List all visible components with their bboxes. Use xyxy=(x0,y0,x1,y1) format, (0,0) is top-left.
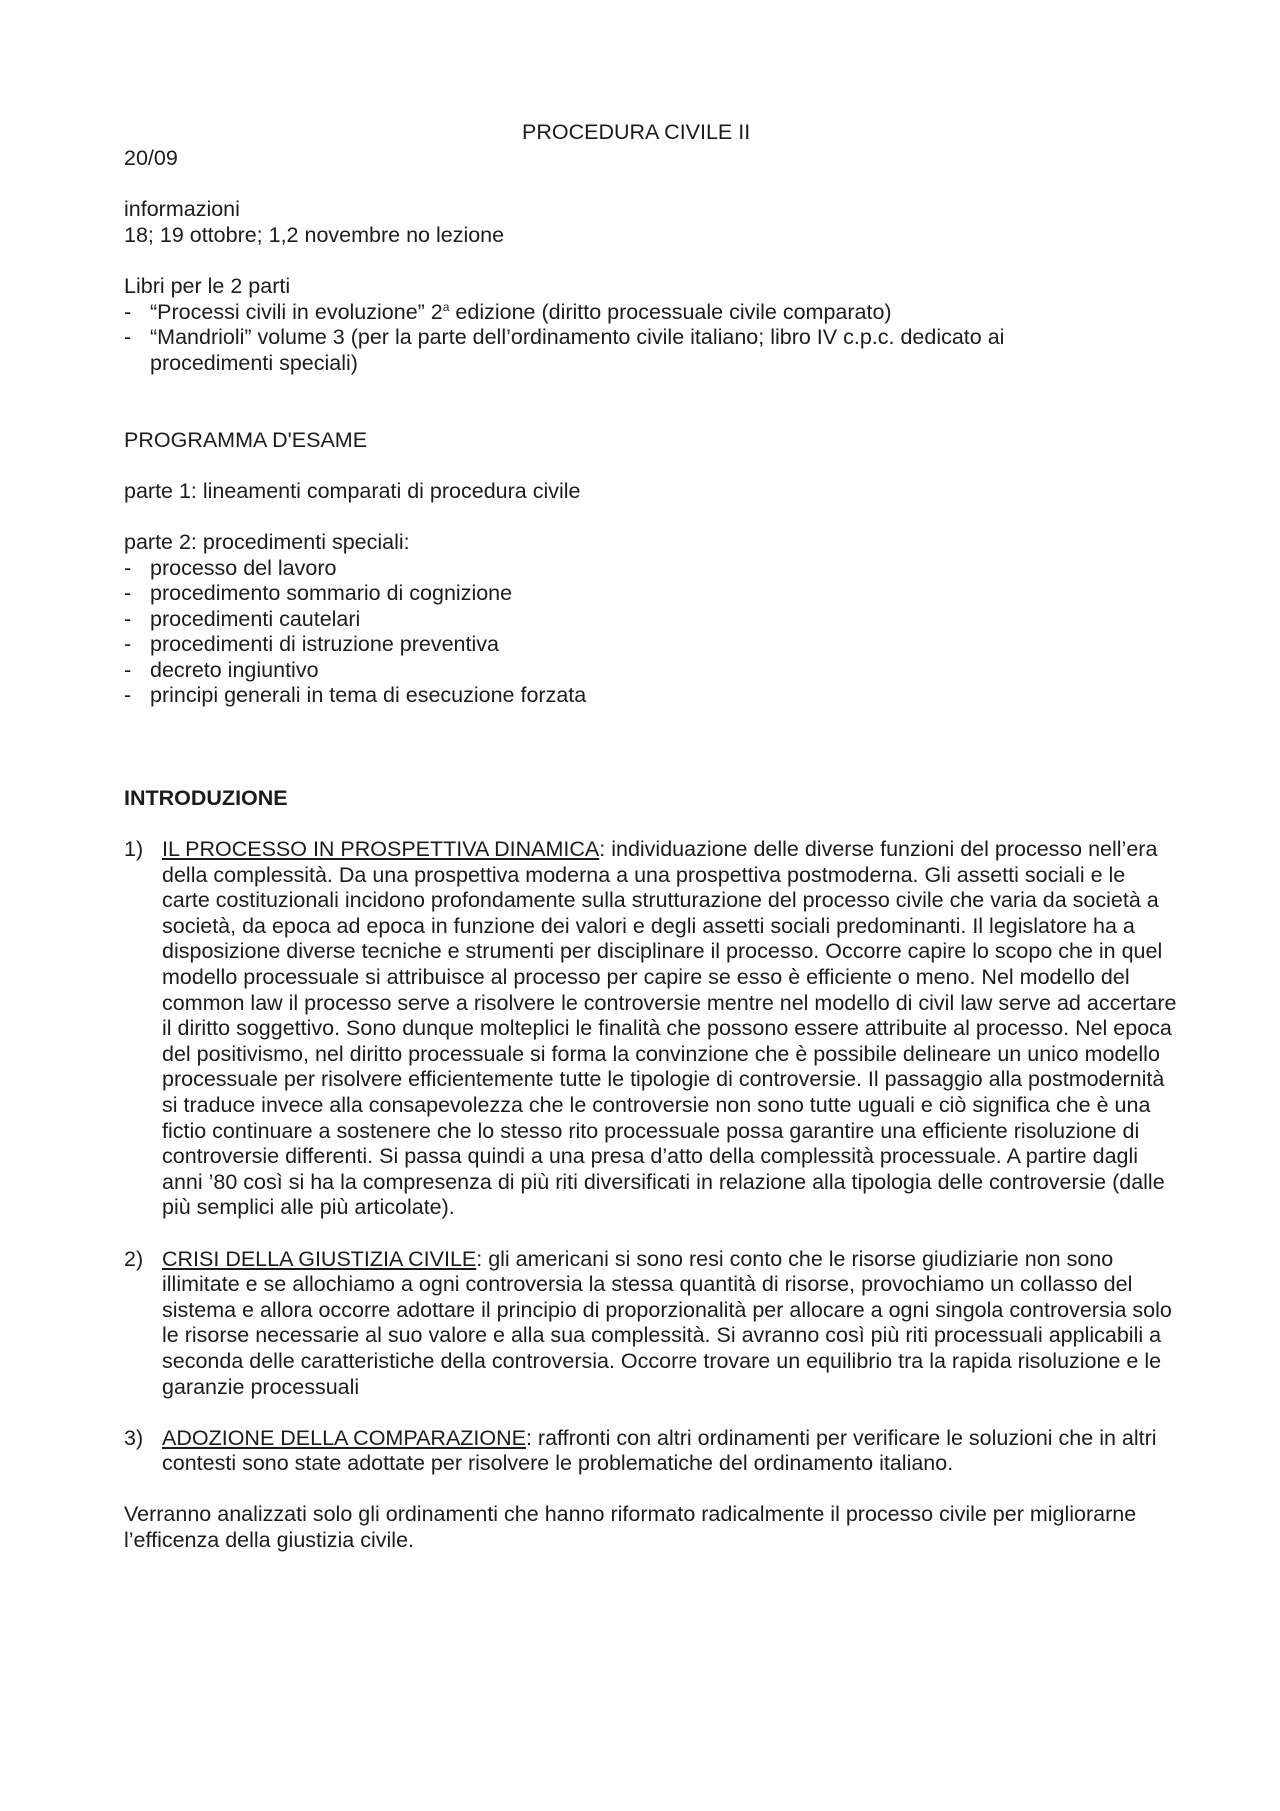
closing-paragraph: Verranno analizzati solo gli ordinamenti che hanno riformato radicalmente il processo civile per migliorarne l’efficenza della giustizia civile. xyxy=(124,1502,1137,1553)
intro-point-3 xyxy=(124,1426,1177,1477)
book-1-note: edizione (diritto processuale civile comparato) xyxy=(449,299,892,324)
program-part-2: parte 2: procedimenti speciali: xyxy=(124,529,410,554)
dash-bullet: - xyxy=(124,683,132,708)
list-item-text: procedimenti cautelari xyxy=(150,606,361,631)
list-item xyxy=(124,581,1164,607)
list-item xyxy=(124,556,1164,582)
book-1-title: “Processi civili in evoluzione” 2 xyxy=(150,299,443,324)
list-item xyxy=(124,300,1164,326)
date: 20/09 xyxy=(124,146,178,170)
dash-bullet: - xyxy=(124,581,132,606)
dash-bullet: - xyxy=(124,299,132,324)
list-item xyxy=(124,632,1164,658)
program-title: PROGRAMMA D'ESAME xyxy=(124,427,368,452)
list-item-text: processo del lavoro xyxy=(150,555,337,580)
program-part-1: parte 1: lineamenti comparati di procedura civile xyxy=(124,478,581,503)
intro-point-2 xyxy=(124,1247,1177,1401)
point-body: : individuazione delle diverse funzioni del processo nell’era della complessità. Da una prospettiva moderna a una prospettiva postmoderna. Gli assetti sociali e le carte costituzionali incidono profondamente sulla strutturazione del processo civile che varia da società a società, da epoca ad epoca in funzione dei valori e degli assetti sociali predominanti. Il legislatore ha a disposizione diverse tecniche e strumenti per disciplinare il processo. Occorre capire lo scopo che in quel modello processuale si attribuisce al processo per capire se esso è efficiente o meno. Nel modello del common law il processo serve a risolvere le controversie mentre nel modello di civil law serve ad accertare il diritto soggettivo. Sono dunque molteplici le finalità che possono essere attribuite al processo. Nel epoca del positivismo, nel diritto processuale si forma la convinzione che è possibile delineare un unico modello processuale per risolvere efficientemente tutte le tipologie di controversie. Il passaggio alla postmodernità si traduce invece alla consapevolezza che le controversie non sono tutte uguali e ciò significa che è una fictio continuare a sostenere che lo stesso rito processuale possa garantire una efficiente risoluzione di controversie differenti. Si passa quindi a una presa d’atto della complessità processuale. A partire dagli anni ’80 così si ha la compresenza di più riti diversificati in relazione alla tipologia delle controversie (dalle più semplici alle più articolate). xyxy=(162,837,1177,1220)
list-item-text: procedimento sommario di cognizione xyxy=(150,581,513,606)
point-number: 3) xyxy=(124,1425,144,1450)
section-heading: INTRODUZIONE xyxy=(124,785,288,810)
point-body: : gli americani si sono resi conto che le risorse giudiziarie non sono illimitate e se allochiamo a ogni controversia la stessa quantità di risorse, provochiamo un collasso del sistema e allora occorre adottare il principio di proporzionalità per allocare a ogni singola controversia solo le risorse necessarie al suo valore e alla sua complessità. Si avranno così più riti processuali applicabili a seconda delle caratteristiche della controversia. Occorre trovare un equilibrio tra la rapida risoluzione e le garanzie processuali xyxy=(162,1246,1172,1399)
info-dates: 18; 19 ottobre; 1,2 novembre no lezione xyxy=(124,222,505,247)
point-body: : raffronti con altri ordinamenti per verificare le soluzioni che in altri contesti sono state adottate per risolvere le problematiche del ordinamento italiano. xyxy=(162,1425,1157,1476)
dash-bullet: - xyxy=(124,555,132,580)
book-1-sup: a xyxy=(442,299,450,314)
document-body xyxy=(124,120,1177,1554)
point-number: 2) xyxy=(124,1246,144,1271)
books-list xyxy=(124,300,1164,377)
point-title: IL PROCESSO IN PROSPETTIVA DINAMICA xyxy=(162,837,600,862)
books-label: Libri per le 2 parti xyxy=(124,273,291,298)
page-title: PROCEDURA CIVILE II xyxy=(522,120,751,144)
dash-bullet: - xyxy=(124,606,132,631)
list-item-text: decreto ingiuntivo xyxy=(150,657,319,682)
point-title: CRISI DELLA GIUSTIZIA CIVILE xyxy=(162,1246,477,1271)
dash-bullet: - xyxy=(124,657,132,682)
point-title: ADOZIONE DELLA COMPARAZIONE xyxy=(162,1425,526,1450)
intro-point-1 xyxy=(124,837,1177,1221)
list-item xyxy=(124,658,1164,684)
list-item-text: procedimenti di istruzione preventiva xyxy=(150,632,499,657)
list-item xyxy=(124,607,1164,633)
dash-bullet: - xyxy=(124,325,132,350)
list-item-text: principi generali in tema di esecuzione forzata xyxy=(150,683,587,708)
list-item xyxy=(124,683,1164,709)
dash-bullet: - xyxy=(124,632,132,657)
program-part-2-list xyxy=(124,556,1164,710)
info-label: informazioni xyxy=(124,197,240,222)
intro-points xyxy=(124,837,1177,1477)
book-2: “Mandrioli” volume 3 (per la parte dell’ordinamento civile italiano; libro IV c.p.c. dedicato ai procedimenti speciali) xyxy=(150,325,1005,375)
list-item xyxy=(124,325,1110,376)
point-number: 1) xyxy=(124,837,144,862)
